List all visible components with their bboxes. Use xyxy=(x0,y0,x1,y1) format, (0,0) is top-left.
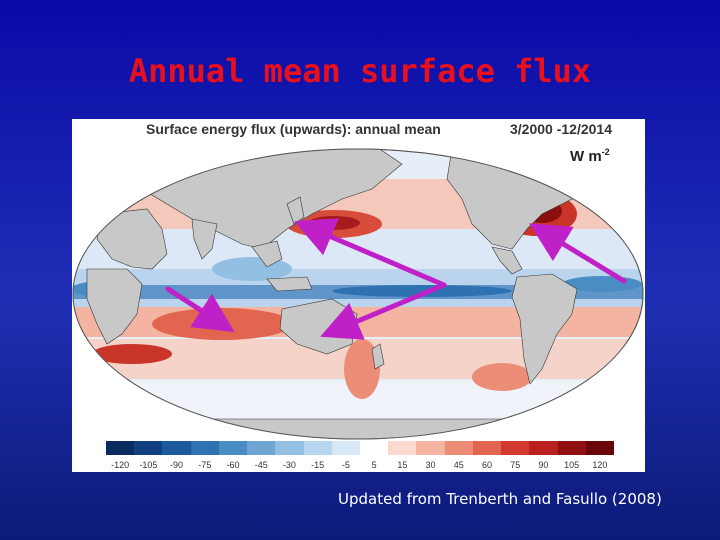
colorbar-swatch xyxy=(529,441,557,455)
colorbar-tick-label: 5 xyxy=(371,460,377,470)
colorbar-swatch xyxy=(275,441,303,455)
colorbar-tick-label: -105 xyxy=(139,460,158,470)
colorbar-swatch xyxy=(162,441,190,455)
colorbar-tick-label: -15 xyxy=(311,460,325,470)
figure-period: 3/2000 -12/2014 xyxy=(510,121,612,137)
colorbar-tick-label: 120 xyxy=(592,460,608,470)
world-map xyxy=(72,119,645,472)
colorbar-tick-label: 45 xyxy=(453,460,464,470)
colorbar-swatch xyxy=(445,441,473,455)
colorbar-swatch xyxy=(304,441,332,455)
figure-units xyxy=(570,147,610,165)
colorbar-swatch xyxy=(247,441,275,455)
colorbar-swatch xyxy=(388,441,416,455)
units-base: W m xyxy=(570,148,602,165)
colorbar-labels xyxy=(106,460,614,472)
slide-title: Annual mean surface flux xyxy=(128,52,592,90)
colorbar-tick-label: 90 xyxy=(538,460,549,470)
colorbar-swatch xyxy=(191,441,219,455)
colorbar-tick-label: 60 xyxy=(481,460,493,470)
colorbar-tick-label: 15 xyxy=(397,460,408,470)
figure-title: Surface energy flux (upwards): annual mean xyxy=(146,121,441,137)
colorbar-tick-label: 75 xyxy=(510,460,521,470)
colorbar-swatch xyxy=(501,441,529,455)
colorbar-swatch xyxy=(473,441,501,455)
colorbar-swatch xyxy=(332,441,360,455)
colorbar-tick-label: 105 xyxy=(564,460,580,470)
colorbar xyxy=(106,441,614,455)
flux-map-figure xyxy=(72,119,645,472)
colorbar-swatch xyxy=(586,441,614,455)
colorbar-tick-label: -45 xyxy=(254,460,268,470)
colorbar-swatch xyxy=(416,441,444,455)
colorbar-swatch xyxy=(219,441,247,455)
colorbar-tick-label: 30 xyxy=(425,460,436,470)
colorbar-tick-label: -75 xyxy=(198,460,212,470)
colorbar-swatch xyxy=(106,441,134,455)
citation: Updated from Trenberth and Fasullo (2008) xyxy=(338,490,662,508)
colorbar-tick-label: -120 xyxy=(111,460,130,470)
colorbar-tick-label: -30 xyxy=(282,460,296,470)
colorbar-swatch xyxy=(360,441,388,455)
colorbar-tick-label: -90 xyxy=(170,460,184,470)
colorbar-swatch xyxy=(134,441,162,455)
units-exponent: -2 xyxy=(601,147,610,157)
colorbar-swatch xyxy=(558,441,586,455)
colorbar-tick-label: -60 xyxy=(226,460,240,470)
colorbar-tick-label: -5 xyxy=(341,460,350,470)
